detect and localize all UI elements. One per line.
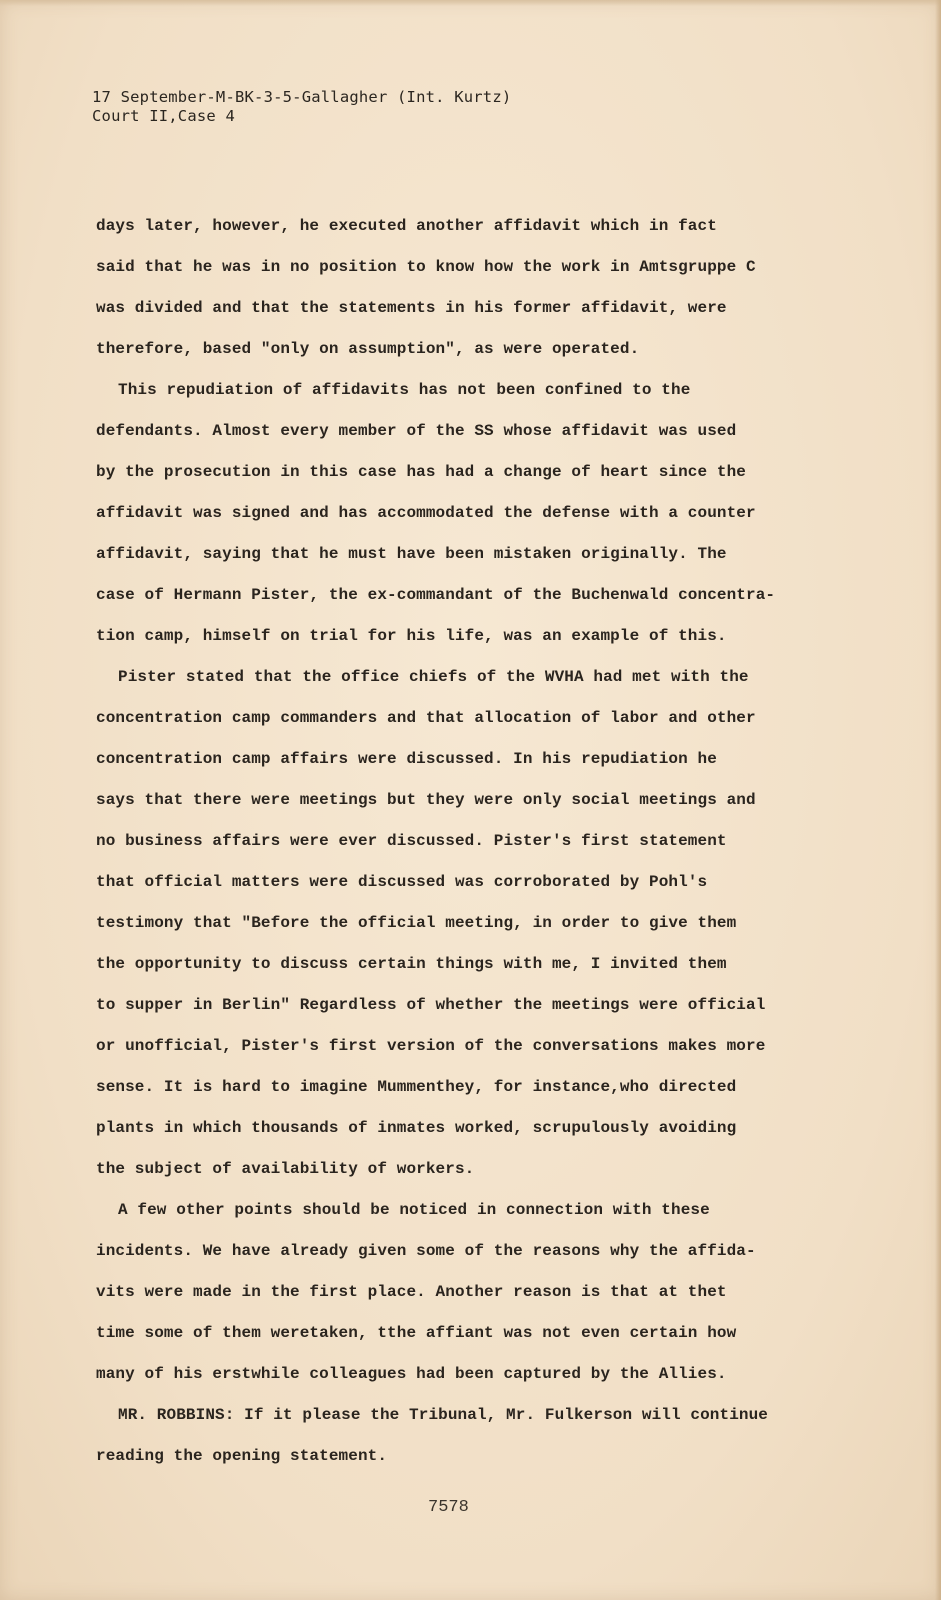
header-court-line: Court II,Case 4 — [92, 107, 235, 125]
transcript-line: says that there were meetings but they were only social meetings and — [96, 791, 756, 809]
transcript-line: testimony that "Before the official meeting, in order to give them — [96, 914, 737, 932]
transcript-body — [96, 206, 836, 1477]
transcript-line: concentration camp commanders and that allocation of labor and other — [96, 709, 756, 727]
transcript-line: days later, however, he executed another affidavit which in fact — [96, 217, 717, 235]
transcript-line: said that he was in no position to know how the work in Amtsgruppe C — [96, 258, 756, 276]
transcript-line: therefore, based "only on assumption", as were operated. — [96, 340, 640, 358]
page-edge-right — [935, 0, 941, 1600]
header-session-line: 17 September-M-BK-3-5-Gallagher (Int. Kurtz) — [92, 88, 512, 106]
transcript-line: MR. ROBBINS: If it please the Tribunal, Mr. Fulkerson will continue — [118, 1406, 769, 1424]
transcript-line: This repudiation of affidavits has not been confined to the — [118, 381, 691, 399]
transcript-line: or unofficial, Pister's first version of the conversations makes more — [96, 1037, 766, 1055]
transcript-line: the opportunity to discuss certain things with me, I invited them — [96, 955, 727, 973]
transcript-line: Pister stated that the office chiefs of the WVHA had met with the — [118, 668, 749, 686]
transcript-line: vits were made in the first place. Another reason is that at thet — [96, 1283, 727, 1301]
transcript-line: tion camp, himself on trial for his life, was an example of this. — [96, 627, 727, 645]
document-header — [92, 88, 511, 126]
transcript-line: the subject of availability of workers. — [96, 1160, 475, 1178]
transcript-line: plants in which thousands of inmates worked, scrupulously avoiding — [96, 1119, 737, 1137]
transcript-line: incidents. We have already given some of the reasons why the affida- — [96, 1242, 756, 1260]
transcript-line: case of Hermann Pister, the ex-commandant of the Buchenwald concentra- — [96, 586, 776, 604]
transcript-line: by the prosecution in this case has had a change of heart since the — [96, 463, 747, 481]
page-edge-top — [0, 0, 941, 6]
transcript-line: concentration camp affairs were discussed. In his repudiation he — [96, 750, 717, 768]
transcript-line: many of his erstwhile colleagues had been captured by the Allies. — [96, 1365, 727, 1383]
transcript-line: that official matters were discussed was corroborated by Pohl's — [96, 873, 708, 891]
transcript-line: affidavit, saying that he must have been mistaken originally. The — [96, 545, 727, 563]
page-number: 7578 — [428, 1498, 469, 1517]
transcript-line: affidavit was signed and has accommodated the defense with a counter — [96, 504, 756, 522]
transcript-line: no business affairs were ever discussed. Pister's first statement — [96, 832, 727, 850]
transcript-line: to supper in Berlin" Regardless of whether the meetings were official — [96, 996, 766, 1014]
transcript-line: defendants. Almost every member of the SS whose affidavit was used — [96, 422, 737, 440]
transcript-line: sense. It is hard to imagine Mummenthey, for instance,who directed — [96, 1078, 737, 1096]
transcript-line: was divided and that the statements in his former affidavit, were — [96, 299, 727, 317]
transcript-line: time some of them weretaken, tthe affiant was not even certain how — [96, 1324, 737, 1342]
transcript-line: A few other points should be noticed in connection with these — [118, 1201, 710, 1219]
transcript-line: reading the opening statement. — [96, 1447, 388, 1465]
